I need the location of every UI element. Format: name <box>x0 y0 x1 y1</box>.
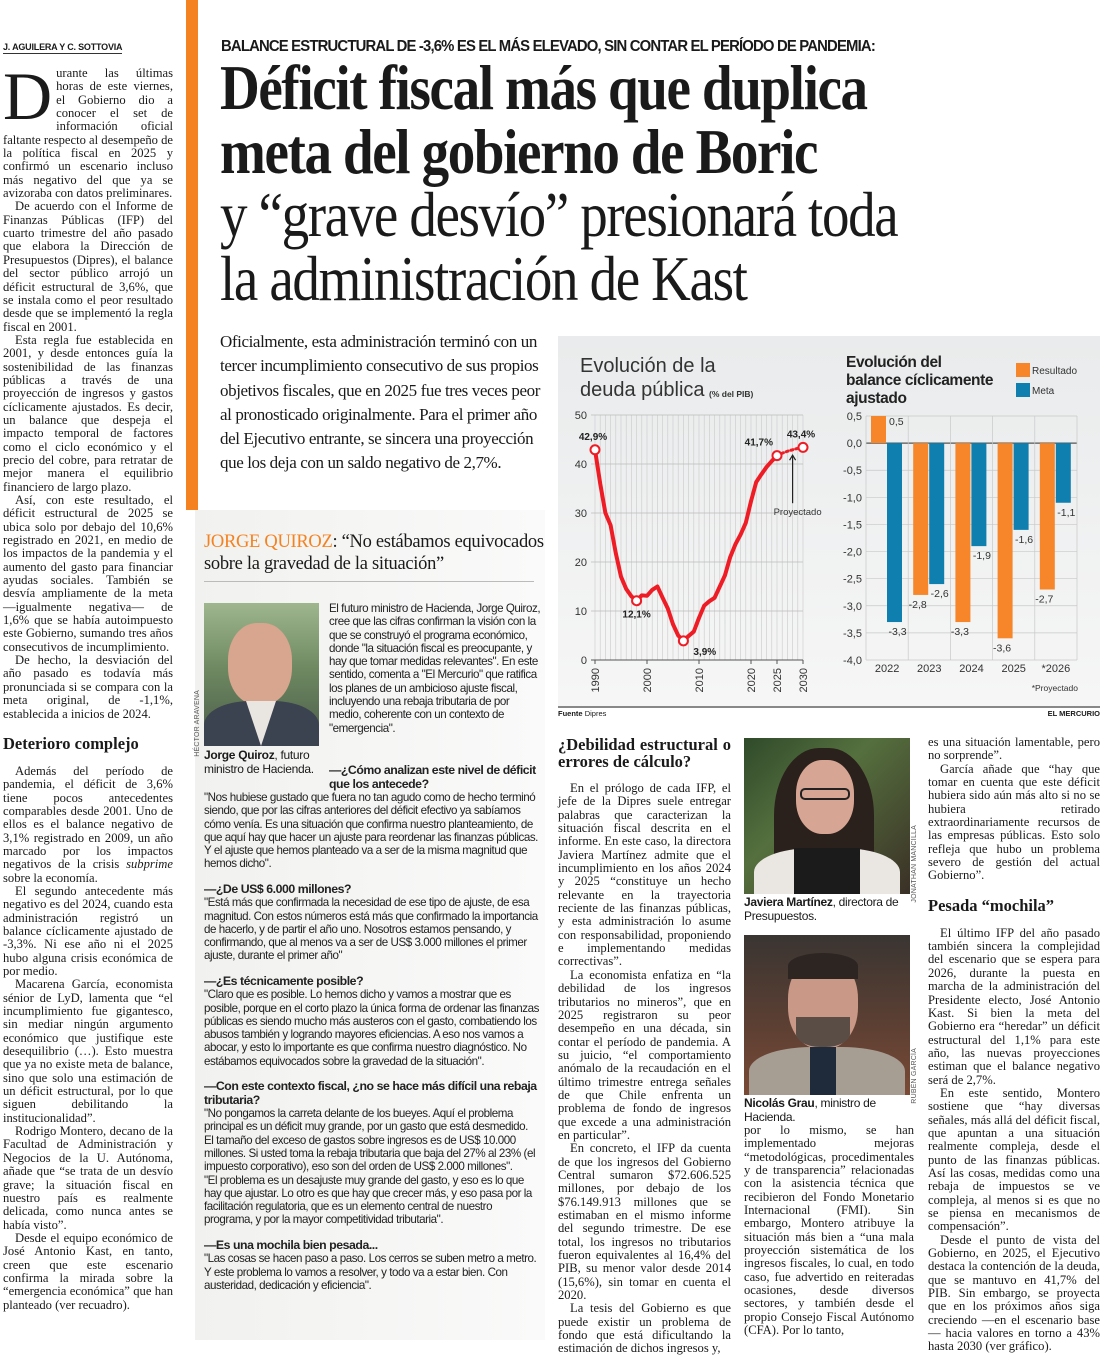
projection-label: Proyectado <box>773 507 822 519</box>
interview-answer: "Está más que confirmada la necesidad de ese tipo de ajuste, de esa magnitud. Con estos números está más que confirmado la importancia de hacerlo, y de partir el año uno. Nosotros estamos pensando, y confirmando, que al menos va a ser de US$ 3.000 millones el primer ajuste, durante el primer año" <box>204 896 538 963</box>
x-tick-label: 2020 <box>746 668 758 693</box>
bar-value-label: -2,7 <box>1035 593 1054 606</box>
data-point-marker <box>799 443 808 452</box>
y-tick-label: 0,0 <box>846 438 862 451</box>
debt-line-chart <box>558 336 830 706</box>
x-tick-label: 2000 <box>642 668 654 693</box>
chart-title-line: ajustado <box>846 390 907 407</box>
drop-cap: D <box>3 58 53 134</box>
paragraph-text: Además del período de pandemia, el déficit de 3,6% tiene pocos antecedentes comparables desde 2001. Uno de ellos es el balance negativo de 3,1% registrado en 2009, un año marcado por los impactos negativos de la crisis <box>3 763 173 872</box>
legend-label: Meta <box>1032 386 1055 397</box>
article-paragraph: Esta regla fue establecida en 2001, y desde entonces guía la sostenibilidad de las finanzas públicas a través de una proyección de ingresos y gastos cíclicamente ajustados. Es decir, un balance que despeja el impacto temporal de factores como el ciclo económico y el precio del cobre, para retratar de mejor manera el equilibrio financiero de largo plazo. <box>3 332 173 494</box>
photo-credit: JONATHAN MANCILLA <box>911 825 918 903</box>
interview-answer: "Nos hubiese gustado que fuera no tan agudo como de hecho terminó siendo, que por las cifras anteriores del déficit efectivo ya sabíamos cómo venía. Es una situación que confirma nuestro planteamiento, de que aquí hay que hacer un ajuste para reordenar las finanzas públicas. Y el ajuste que hemos planteado va a ser de la misma magnitud que hemos dicho". <box>204 791 538 871</box>
y-tick-label: -1,0 <box>843 492 862 505</box>
legend-swatch <box>1016 383 1030 397</box>
interview-question: —¿De US$ 6.000 millones? <box>204 881 352 896</box>
bar-value-label: -1,1 <box>1057 506 1076 519</box>
source-value: Dipres <box>584 709 607 718</box>
x-tick-label: 2025 <box>772 668 784 693</box>
headline-line: Déficit fiscal más que duplica <box>220 52 867 123</box>
article-column-2 <box>744 1124 914 1338</box>
byline: J. AGUILERA Y C. SOTTOVIA <box>3 42 123 52</box>
data-point-marker <box>679 636 688 645</box>
bar-resultado <box>1040 443 1055 589</box>
interview-title <box>204 532 544 575</box>
headline-line: la administración de Kast <box>220 242 747 314</box>
lede: Oficialmente, esta administración terminó con un tercer incumplimiento consecutivo de sus propios objetivos fiscales, que en 2025 fue tres veces peor al pronosticado originalmente. Para el primer año del Ejecutivo entrante, se sincera una proyección que los deja con un saldo negativo de 2,7%. <box>220 332 540 473</box>
divider <box>204 581 534 582</box>
chart-credit: EL MERCURIO <box>1047 709 1100 718</box>
subheading: ¿Debilidad estructural o errores de cálculo? <box>558 735 731 771</box>
caption-text: , ministro de Hacienda. <box>744 1096 876 1124</box>
bar-meta <box>1056 443 1071 503</box>
interview-quote: : “No estábamos equivocados sobre la gravedad de la situación” <box>204 532 544 574</box>
bar-resultado <box>913 443 928 595</box>
x-tick-label: 2022 <box>874 663 900 675</box>
data-label: 42,9% <box>578 431 608 443</box>
photo-caption <box>744 1097 924 1124</box>
y-tick-label: 10 <box>574 606 587 618</box>
y-tick-label: -0,5 <box>843 465 862 478</box>
article-paragraph <box>3 765 173 885</box>
x-tick-label: 2030 <box>798 668 810 693</box>
article-column-3 <box>928 736 1100 1354</box>
article-paragraph: La economista enfatiza en “la debilidad de los ingresos tributarios no mineros”, que en 2025 registraron su peor desempeño en una década, sin contar el período de pandemia. A su juicio, “el comportamiento anómalo de la recaudación en el último trimestre entrega señales de que Chile enfrenta un problema de fondo de ingresos que excede a una administración en particular”. <box>558 967 731 1142</box>
y-tick-label: -1,5 <box>843 519 862 532</box>
x-tick-label: 2023 <box>917 663 942 675</box>
source-label: Fuente <box>558 709 583 718</box>
x-tick-label: 2025 <box>1001 663 1026 675</box>
article-paragraph: De acuerdo con el Informe de Finanzas Públicas (IFP) del cuarto trimestre del año pasado que elabora la Dirección de Presupuestos (Dipres), el balance del sector público arrojó un déficit estructural de 3,6%, que se instala como el peor resultado desde que se implementó la regla fiscal en 2001. <box>3 199 173 334</box>
x-tick-label: 2024 <box>959 663 984 675</box>
bar-value-label: -2,6 <box>930 588 949 601</box>
bar-value-label: -1,9 <box>972 550 991 563</box>
y-tick-label: 40 <box>574 459 587 471</box>
bar-meta <box>1014 443 1029 530</box>
legend-swatch <box>1016 363 1030 377</box>
article-column-1 <box>558 736 731 1356</box>
x-tick-label: 2010 <box>694 668 706 693</box>
y-tick-label: 0,5 <box>846 411 862 423</box>
interview-answer: "Claro que es posible. Lo hemos dicho y vamos a mostrar que es posible, porque en el corto plazo la única forma de ordenar las finanzas públicas es siendo mucho más austeros con el gasto, combatiendo los abusos también y logrando mayores eficiencias. A eso nos vamos a abocar, y esto lo importante es que confirma nuestro diagnóstico. No estábamos equivocados sobre la gravedad de la situación". <box>204 988 539 1068</box>
interview-answer: "El problema es un desajuste muy grande del gasto, y eso es lo que hay que ajustar. Lo otro es que hay que crecer más, y eso pasa por la facilitación regulatoria, que es un elemento central de nuestro programa, y por la mayor competitividad tributaria". <box>204 1173 532 1227</box>
accent-bar <box>186 0 198 510</box>
y-tick-label: 30 <box>574 508 587 520</box>
headline <box>220 52 994 314</box>
photo-javiera-martinez <box>744 738 910 894</box>
article-paragraph: En este sentido, Montero sostiene que “hay diversas señales, más allá del déficit fiscal, que apuntan a una situación realmente compleja, desde el punto de las finanzas públicas. Así las cosas, medidas como una rebaja de impuestos se ve compleja, al menos si es que no se piensa en mecanismos de compensación”. <box>928 1085 1100 1234</box>
subheading: Pesada “mochila” <box>928 895 1055 915</box>
data-label: 41,7% <box>744 437 773 449</box>
y-tick-label: 50 <box>574 410 587 422</box>
data-point-marker <box>773 451 782 460</box>
data-label: 43,4% <box>786 429 816 441</box>
article-paragraph: El segundo antecedente más negativo es del 2024, cuando esta administración registró un balance cíclicamente ajustado de -3,3%. Ni ese año ni el 2025 hubo alguna crisis económica de por medio. <box>3 883 173 978</box>
y-tick-label: -3,5 <box>843 627 862 640</box>
chart-title-line: balance cíclicamente <box>846 372 994 389</box>
data-label: 12,1% <box>622 609 651 621</box>
data-label: 3,9% <box>693 646 717 658</box>
caption-text: , futuro ministro de Hacienda. <box>204 748 314 776</box>
photo-credit: HÉCTOR ARAVENA <box>194 690 201 757</box>
legend-label: Resultado <box>1032 366 1078 377</box>
interview-answer: "No pongamos la carreta delante de los bueyes. Aquí el problema principal es un déficit muy grande, por un gasto que está desmedido. El tamaño del exceso de gastos sobre ingresos es de US$ 10.000 millones. Si usted toma la rebaja tributaria que baja del 27% al 23% (el impuesto corporativo), eso son del orden de US$ 2.000 millones". <box>204 1107 536 1174</box>
chart-title-line: deuda pública <box>580 379 705 401</box>
divider <box>558 706 1100 708</box>
interview-qa <box>204 764 540 1292</box>
article-paragraph: Desde el equipo económico de José Antonio Kast, en tanto, creen que este escenario confirma la mirada sobre la “emergencia económica” que han planteado (ver recuadro). <box>3 1230 173 1312</box>
bar-value-label: -3,6 <box>993 642 1012 655</box>
photo-credit: RUBÉN GARCÍA <box>911 1048 918 1104</box>
photo-jorge-quiroz <box>204 603 319 746</box>
caption-text: , directora de Presupuestos. <box>744 895 899 923</box>
chart-title-line: Evolución del <box>846 354 942 371</box>
kicker: BALANCE ESTRUCTURAL DE -3,6% ES EL MÁS ELEVADO, SIN CONTAR EL PERÍODO DE PANDEMIA: <box>221 38 875 55</box>
chart-footnote: *Proyectado <box>1031 683 1078 693</box>
interview-intro: El futuro ministro de Hacienda, Jorge Quiroz, cree que las cifras confirman la visión con la que se construyó el programa económico, donde "la situación fiscal es preocupante, y hay que tomar medidas relevantes". En este sentido, comenta a "El Mercurio" que ratifica los planes de un ambicioso ajuste fiscal, incluyendo una rebaja tributaria de por medio, coherente con un contexto de "emergencia". <box>329 602 541 735</box>
data-point-marker <box>591 445 600 454</box>
interview-question: —Con este contexto fiscal, ¿no se hace más difícil una rebaja tributaria? <box>204 1079 537 1107</box>
subheading: Deterioro complejo <box>3 733 139 753</box>
article-paragraph: De hecho, la desviación del año pasado es todavía más pronunciada si se compara con la meta original, de -1,1%, establecida a inicios de 2024. <box>3 653 173 721</box>
caption-name: Jorge Quiroz <box>204 748 275 762</box>
y-tick-label: 20 <box>574 557 587 569</box>
interview-question: —¿Es técnicamente posible? <box>204 973 364 988</box>
interview-answer: "Las cosas se hacen paso a paso. Los cerros se suben metro a metro. Y este problema lo vamos a resolver, y todo va a estar bien. Con austeridad, dedicación y eficiencia". <box>204 1252 537 1292</box>
bar-value-label: -3,3 <box>950 626 969 639</box>
bar-value-label: -1,6 <box>1015 533 1034 546</box>
headline-line: y “grave desvío” presionará toda <box>220 179 898 250</box>
article-paragraph: Así, con este resultado, el déficit estructural de 2025 se ubica solo por debajo del 10,6% registrado en 2021, en medio de los impactos de la pandemia y el aumento del gasto para financiar ayudas sociales. También se desvía ampliamente de la meta —igualmente negativa— de 1,6% que se había autoimpuesto este Gobierno, sumando tres años consecutivos de incumplimiento. <box>3 493 173 654</box>
y-tick-label: -2,0 <box>843 546 862 559</box>
interview-name: JORGE QUIROZ <box>204 532 333 552</box>
x-tick-label: 1990 <box>590 668 602 693</box>
article-left-column <box>3 58 173 1312</box>
caption-name: Nicolás Grau <box>744 1096 815 1110</box>
caption-name: Javiera Martínez <box>744 895 833 909</box>
photo-nicolas-grau <box>744 935 910 1095</box>
article-paragraph: Macarena García, economista sénior de LyD, lamenta que “el incumplimiento fue gigantesco, sin mediar ningún argumento económico que justifique este desequilibrio (…). Esto muestra que ya no existe meta de balance, sino que solo una estimación de un déficit estructural, por lo que siguen debilitando la institucionalidad”. <box>3 977 173 1125</box>
y-tick-label: -4,0 <box>843 655 862 667</box>
article-paragraph: es una situación lamentable, pero no sorprende”. <box>928 735 1100 763</box>
article-paragraph: García añade que “hay que tomar en cuenta que este déficit hubiera sido aún más alto si no se hubiera retirado extraordinariamente recursos de las empresas públicas. Esto solo refleja que hubo un problema severo de gestión del actual Gobierno”. <box>928 761 1100 883</box>
balance-bar-chart <box>830 336 1100 706</box>
article-paragraph: Desde el punto de vista del Gobierno, en 2025, el Ejecutivo destaca la contención de la deuda, que se mantuvo en 41,7% del PIB. Sin embargo, se proyecta que en los próximos años siga creciendo —en el escenario base— hacia valores en torno a 43% hasta 2030 (ver gráfico). <box>928 1232 1100 1354</box>
article-paragraph: El último IFP del año pasado también sincera la complejidad del escenario que se espera para 2026, durante la puesta en marcha de la administración del Presidente electo, José Antonio Kast. Si bien la meta del Gobierno era “heredar” un déficit estructural del 1,1% para este año, las nuevas proyecciones estiman que el balance negativo será de 2,7%. <box>928 925 1100 1087</box>
bar-meta <box>971 443 986 546</box>
bar-resultado <box>871 416 886 443</box>
data-point-marker <box>632 596 641 605</box>
chart-source <box>558 709 606 718</box>
bar-value-label: -3,3 <box>888 626 907 639</box>
article-paragraph <box>3 58 173 201</box>
y-tick-label: -2,5 <box>843 573 862 586</box>
x-tick-label: *2026 <box>1041 663 1071 675</box>
bar-resultado <box>955 443 970 622</box>
bar-meta <box>929 443 944 584</box>
article-paragraph: En el prólogo de cada IFP, el jefe de la Dipres suele entregar palabras que caracterizan la situación fiscal descrita en el informe. En este caso, la directora Javiera Martínez admite que el incumplimiento en los años 2024 y 2025 “constituye un hecho relevante en la trayectoria reciente de las finanzas públicas, y esta administración lo asume con responsabilidad, proponiendo e implementando medidas correctivas”. <box>558 781 731 969</box>
bar-meta <box>887 443 902 622</box>
bar-resultado <box>998 443 1013 638</box>
paragraph-text: sobre la economía. <box>3 870 98 885</box>
article-paragraph: En concreto, el IFP da cuenta de que los ingresos del Gobierno Central sumaron $72.606.525 millones, por debajo de los $76.149.913 millones que se estimaban en el mismo informe del segundo trimestre. De ese total, los ingresos no tributarios fueron equivalentes al 16,4% del PIB, su menor valor desde 2014 (15,6%), sin tomar en cuenta el 2020. <box>558 1141 731 1303</box>
interview-question: —¿Cómo analizan este nivel de déficit que los antecede? <box>329 763 536 791</box>
y-tick-label: 0 <box>580 655 587 667</box>
y-tick-label: -3,0 <box>843 600 862 613</box>
interview-question: —Es una mochila bien pesada... <box>204 1237 378 1252</box>
photo-caption <box>744 896 919 923</box>
headline-line: meta del gobierno de Boric <box>220 115 818 187</box>
italic-term: subprime <box>126 857 173 872</box>
article-paragraph: Rodrigo Montero, decano de la Facultad de Administración y Negocios de la U. Autónoma, añade que “se trata de un desvío grave; la situación fiscal en nuestro país es realmente delicada, como nunca antes se había visto”. <box>3 1124 173 1232</box>
bar-value-label: 0,5 <box>889 416 904 428</box>
paragraph-text: urante las últimas horas de este viernes, el Gobierno dio a conocer el set de información oficial faltante respecto al desempeño de la política fiscal en 2025 y confirmó un escenario incluso más negativo del que ya se avizoraba con datos preliminares. <box>3 66 173 201</box>
article-paragraph: La tesis del Gobierno es que puede existir un problema de fondo que está dificultando la estimación de dichos ingresos y, <box>558 1301 731 1356</box>
chart-title-line: Evolución de la <box>580 355 716 377</box>
article-paragraph: por lo mismo, se han implementado mejoras “metodológicas, procedimentales y de transparencia” relacionadas con la asistencia técnica que recibieron del Fondo Monetario Internacional (FMI). Sin embargo, Montero atribuye la situación más bien a “una mala proyección sistemática de los ingresos fiscales, lo cual, en todo caso, fue advertido en reiteradas ocasiones, desde diversos sectores, y también desde el propio Consejo Fiscal Autónomo (CFA). Por lo tanto, <box>744 1123 914 1338</box>
bar-value-label: -2,8 <box>908 598 927 611</box>
chart-unit-label: (% del PIB) <box>709 389 754 399</box>
